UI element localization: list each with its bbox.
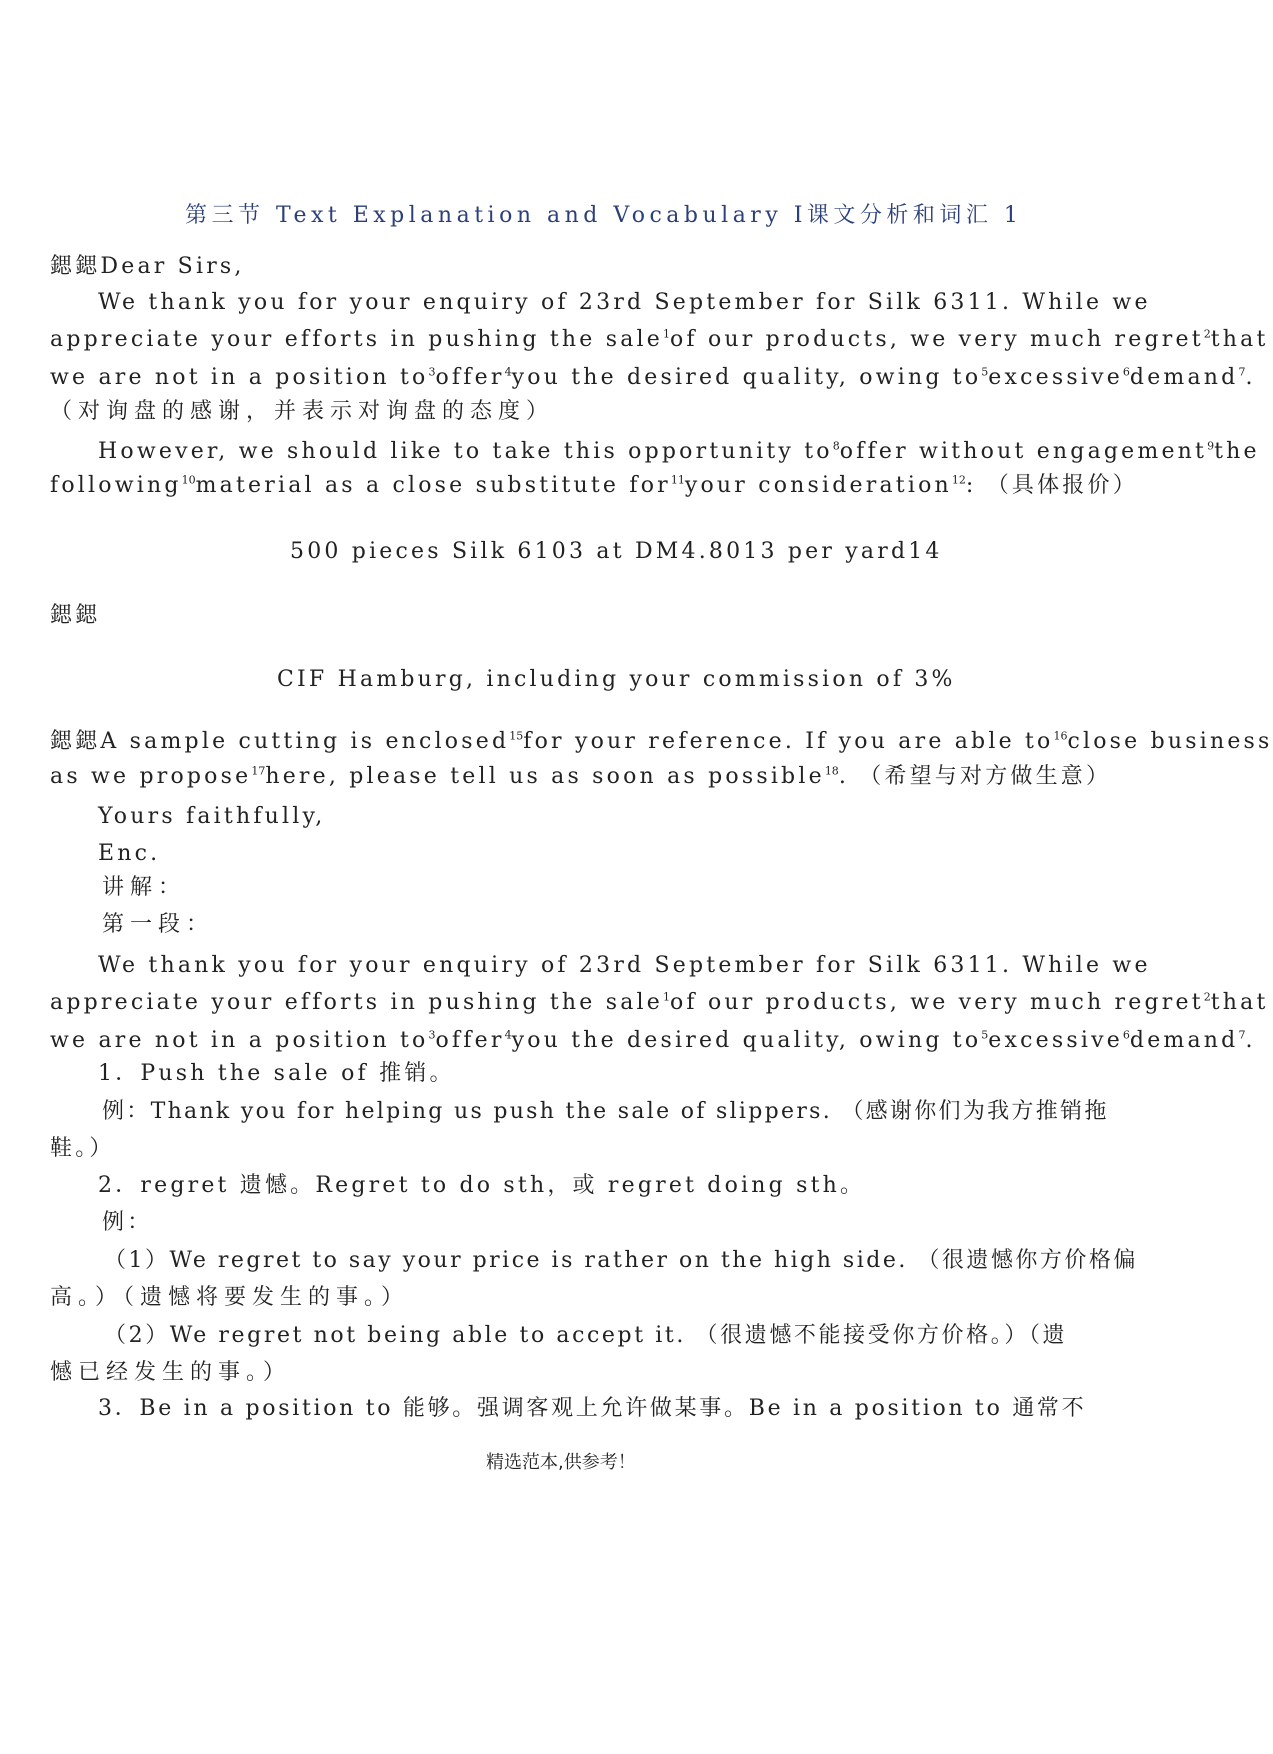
repeat-line1: We thank you for your enquiry of 23rd September for Silk 6311. While we — [98, 953, 1151, 978]
para1-note: （对询盘的感谢，并表示对询盘的态度） — [50, 399, 555, 424]
para3-line2: as we propose$^{17}$here, please tell us as soon as possible$^{18}$. （希望与对方做生意） — [50, 764, 1112, 789]
enclosure: Enc. — [98, 841, 161, 866]
item3: 3．Be in a position to 能够。强调客观上允许做某事。Be in a position to 通常不 — [98, 1396, 1087, 1421]
para1-line3: we are not in a position $to^3offer^4you$ the desired quality, owing $to^5excessive^6demand^7$. — [50, 365, 1256, 390]
item1: 1．Push the sale of 推销。 — [98, 1061, 455, 1086]
item1-example-line2: 鞋。） — [50, 1136, 115, 1161]
item2: 2．regret 遗憾。Regret to do sth，或 regret doing sth。 — [98, 1173, 866, 1198]
para2-line1: However, we should like to take this opportunity $to^8offer$ without engagement$^9$the — [98, 439, 1260, 464]
item2-example2-line1: （2）We regret not being able to accept it. （很遗憾不能接受你方价格。）（遗 — [104, 1323, 1068, 1348]
garbled-text: 鍶鍶 — [50, 603, 101, 628]
greeting: 鍶鍶Dear Sirs, — [50, 254, 245, 279]
cif-line: CIF Hamburg, including your commission of 3% — [277, 667, 956, 692]
item1-example-line1: 例：Thank you for helping us push the sale of slippers. （感谢你们为我方推销拖 — [102, 1099, 1109, 1124]
repeat-line2: appreciate your efforts in pushing the sale$^1$of our products, we very much regret$^2$that — [50, 990, 1269, 1015]
explanation-label: 讲解： — [102, 875, 187, 900]
item2-example-label: 例： — [102, 1210, 153, 1235]
section1-label: 第一段： — [102, 912, 215, 937]
item2-example1-line1: （1）We regret to say your price is rather on the high side. （很遗憾你方价格偏 — [104, 1248, 1138, 1273]
item2-example1-line2: 高。）（遗憾将要发生的事。） — [50, 1285, 410, 1310]
para1-line2: appreciate your efforts in pushing the sale$^1$of our products, we very much regret$^2$that — [50, 327, 1269, 352]
section-title: 第三节 Text Explanation and Vocabulary Ⅰ课文分析和词汇 1 — [185, 203, 1023, 228]
repeat-line3: we are not in a position $to^3offer^4you$ the desired quality, owing $to^5excessive^6demand^7$. — [50, 1028, 1256, 1053]
page-footer: 精选范本,供参考！ — [486, 1452, 636, 1473]
closing: Yours faithfully, — [98, 804, 326, 829]
item2-example2-line2: 憾已经发生的事。） — [50, 1360, 292, 1385]
para2-line2: following$^{10}$material as a close substitute for$^{11}$your consideration$^{12}$: （具体报价） — [50, 473, 1138, 498]
para1-line1: We thank you for your enquiry of 23rd September for Silk 6311. While we — [98, 290, 1151, 315]
offer-line: 500 pieces Silk 6103 at DM4.8013 per yard14 — [290, 539, 943, 564]
para3-line1: 鍶鍶A sample cutting is enclosed$^{15}$for your reference. If you are able $to^{16}close$ business — [50, 729, 1273, 754]
